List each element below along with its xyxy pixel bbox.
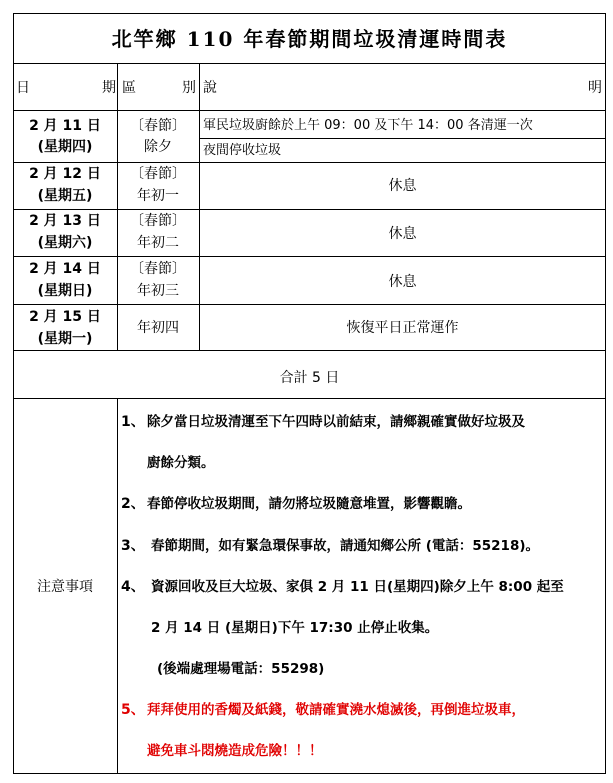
note-text: (後端處理場電話：55298) [157,661,325,677]
row-weekday: (星期一) [37,331,93,347]
row-area-name: 年初一 [137,188,179,204]
header-area-left: 區 [122,80,136,96]
row-weekday: (星期五) [37,188,93,204]
note-number: 5、 [121,702,145,718]
row-description: 軍民垃圾廚餘於上午 09：00 及下午 14：00 各清運一次 [203,118,533,133]
row-area-name: 年初三 [137,283,179,299]
row-divider [13,209,606,210]
total-days: 合計 5 日 [279,370,340,386]
row-area-tag: 〔春節〕 [130,118,186,134]
page-title: 北竿鄉 110 年春節期間垃圾清運時間表 [111,27,508,51]
row-divider [13,256,606,257]
note-text: 2 月 14 日 (星期日)下午 17:30 止停止收集。 [151,620,439,636]
row-divider [13,162,606,163]
row-date: 2 月 13 日 [29,213,101,229]
row-area-name: 除夕 [144,139,172,155]
header-area-right: 別 [182,80,196,96]
row-area-name: 年初二 [137,235,179,251]
column-divider [117,63,118,350]
row-description: 恢復平日正常運作 [346,320,459,336]
note-number: 1、 [121,414,145,430]
row-area-tag: 〔春節〕 [130,261,186,277]
row-area-name: 年初四 [137,320,179,336]
note-text: 廚餘分類。 [147,455,215,471]
header-desc-right: 明 [588,80,602,96]
note-number: 3、 [121,538,145,554]
notes-label: 注意事項 [37,579,93,595]
row-date: 2 月 12 日 [29,166,101,182]
row-divider [13,110,606,111]
cell-divider [199,138,606,139]
row-description: 休息 [388,178,417,194]
column-divider [199,63,200,350]
row-date: 2 月 15 日 [29,309,101,325]
column-divider [117,398,118,774]
note-text: 資源回收及巨大垃圾、家俱 2 月 11 日(星期四)除夕上午 8:00 起至 [151,579,564,595]
note-number: 4、 [121,579,145,595]
header-date-right: 期 [102,80,116,96]
row-weekday: (星期四) [37,139,93,155]
note-warning-text: 避免車斗悶燒造成危險！！！ [147,743,323,759]
row-divider [13,350,606,351]
row-description: 休息 [388,274,417,290]
row-weekday: (星期日) [37,283,93,299]
header-desc-left: 說 [203,80,217,96]
note-text: 除夕當日垃圾清運至下午四時以前結束，請鄉親確實做好垃圾及 [147,414,525,430]
row-date: 2 月 14 日 [29,261,101,277]
note-text: 春節停收垃圾期間，請勿將垃圾隨意堆置，影響觀瞻。 [147,496,471,512]
header-date-left: 日 [16,80,30,96]
row-date: 2 月 11 日 [29,118,101,134]
row-divider [13,398,606,399]
row-description: 夜間停收垃圾 [203,143,282,158]
note-text: 春節期間，如有緊急環保事故，請通知鄉公所 (電話：55218)。 [151,538,540,554]
row-description: 休息 [388,226,417,242]
row-weekday: (星期六) [37,235,93,251]
row-area-tag: 〔春節〕 [130,166,186,182]
note-number: 2、 [121,496,145,512]
row-divider [13,304,606,305]
note-warning-text: 拜拜使用的香燭及紙錢，敬請確實澆水熄滅後，再倒進垃圾車， [147,702,525,718]
row-area-tag: 〔春節〕 [130,213,186,229]
row-divider [13,63,606,64]
